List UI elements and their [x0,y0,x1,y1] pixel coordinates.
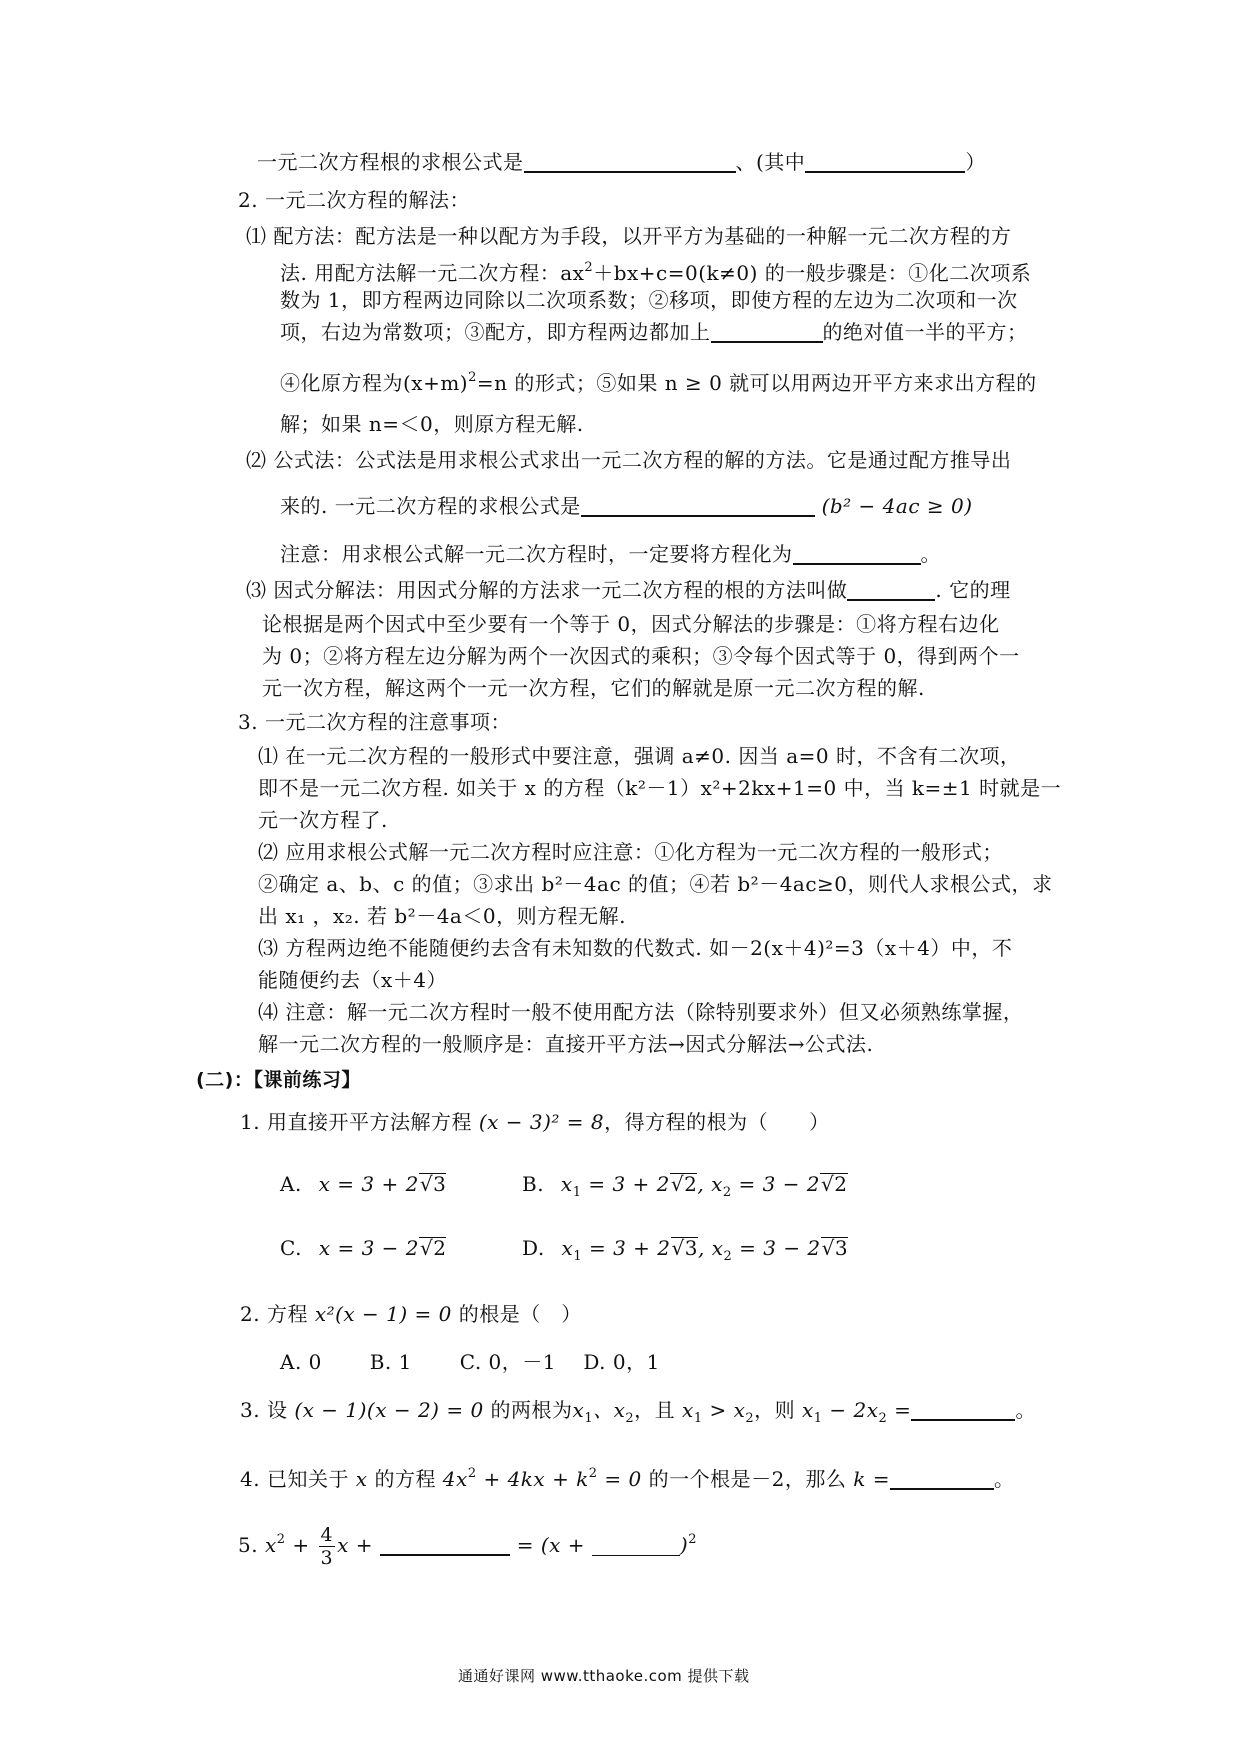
note-3-line-a: ⑶ 方程两边绝不能随便约去含有未知数的代数式. 如－2(x＋4)²=3（x＋4）中，不 [258,936,1013,960]
method-2-line-a: ⑵ 公式法：公式法是用求根公式求出一元二次方程的解的方法。它是通过配方推导出 [246,448,1012,472]
note-1-line-a: ⑴ 在一元二次方程的一般形式中要注意，强调 a≠0. 因当 a=0 时，不含有二次项， [258,744,1021,768]
text: 的根是（ ） [458,1302,582,1326]
option-a[interactable]: A. x = 3 + 2√3 [280,1172,447,1196]
answer-blank[interactable] [380,1534,510,1556]
method-2-line-c [280,540,941,568]
answer-blank[interactable] [890,1468,994,1490]
text: 2. 方程 [240,1302,308,1326]
question-4: 4. 已知关于 x 的方程 $4x^2 + 4kx + k^2 = 0$ 的一个根是－2，那么 k = 。 [240,1466,1015,1491]
discriminant-condition: (b² − 4ac ≥ 0) [821,494,973,518]
note-3-line-b: 能随便约去（x＋4） [258,968,448,992]
method-1-line-c: 数为 1，即方程两边同除以二次项系数；②移项，即使方程的左边为二次项和一次 [280,288,1018,312]
text: ⑶ 因式分解法：用因式分解的方法求一元二次方程的根的方法叫做 [246,578,848,602]
option-d[interactable]: D. $x_1 = 3 + 2√3$, $x_2 = 3 - 2√3$ [522,1236,849,1264]
method-name-blank[interactable] [847,579,935,601]
section-2-heading: 2. 一元二次方程的解法： [238,188,470,212]
text: 的绝对值一半的平方； [822,320,1028,344]
method-1-line-b: 法. 用配方法解一元二次方程：$ax^2+bx+c=0(k\ne 0)$ 的一般步骤是：①化二次项系 [280,260,1032,285]
method-3-line-c: 为 0；②将方程左边分解为两个一次因式的乘积；③令每个因式等于 0，得到两个一 [262,644,1020,668]
formula-label: 一元二次方程根的求根公式是 [257,150,524,174]
method-1-line-f: 解；如果 n=＜0，则原方程无解. [280,412,584,436]
text: 。 [1015,1398,1036,1422]
text: 1. 用直接开平方法解方程 [240,1110,472,1134]
question-2-options[interactable]: A. 0 B. 1 C. 0，－1 D. 0，1 [280,1350,660,1374]
text: ＋bx+c=0(k≠0) 的一般步骤是：①化二次项系 [593,261,1032,285]
note-2-line-b: ②确定 a、b、c 的值；③求出 b²－4ac 的值；④若 b²－4ac≥0，则代人求根公式，求 [258,872,1053,896]
question-5: 5. $x^2$ + $\frac{4}{3}$ x + = $(x + )^2$ [238,1524,697,1569]
formula-line [257,148,986,176]
page-footer: 通通好课网 www.tthaoke.com 提供下载 [458,1667,750,1685]
method-2-line-b [280,492,973,520]
text: 。 [920,542,941,566]
text: 来的. 一元二次方程的求根公式是 [280,494,581,518]
text: =n 的形式；⑤如果 n ≥ 0 就可以用两边开平方来求出方程的 [476,371,1037,395]
text: ④化原方程为(x+m) [280,371,469,395]
note-4-line-b: 解一元二次方程的一般顺序是：直接开平方法→因式分解法→公式法. [258,1032,874,1056]
section-3-heading: 3. 一元二次方程的注意事项： [238,710,511,734]
practice-section-heading: (二)：【课前练习】 [196,1069,361,1091]
option-c[interactable]: C. x = 3 − 2√2 [280,1236,447,1260]
method-3-line-a [246,576,1011,604]
equation: (x − 3)² = 8 [478,1110,605,1134]
formula-blank[interactable] [524,151,736,173]
text: 3. 设 [240,1398,288,1422]
note-1-line-b: 即不是一元二次方程. 如关于 x 的方程（k²－1）x²+2kx+1=0 中，当 k=±1 时就是一 [258,776,1062,800]
option-label: D. [522,1236,545,1260]
where-blank[interactable] [805,151,965,173]
text: ，得方程的根为（ ） [604,1110,830,1134]
question-1 [240,1108,830,1136]
equation: x²(x − 1) = 0 [314,1302,452,1326]
note-1-line-c: 元一次方程了. [258,808,388,832]
text: 的方程 [374,1467,436,1491]
option-label: A. [280,1172,302,1196]
text: 的两根为 [490,1398,573,1422]
equation: (x − 1)(x − 2) = 0 [294,1398,484,1422]
formula-where: 、(其中 [735,150,806,174]
answer-blank[interactable] [911,1399,1015,1421]
text: 法. 用配方法解一元二次方程：ax [280,261,585,285]
text: 5. [238,1533,259,1557]
text: 4. 已知关于 [240,1467,349,1491]
text: 注意：用求根公式解一元二次方程时，一定要将方程化为 [280,542,793,566]
text: 的一个根是－2，那么 [648,1467,847,1491]
option-b[interactable]: B. $x_1 = 3 + 2√2$, $x_2 = 3 - 2√2$ [522,1172,848,1200]
question-3: 3. 设 (x − 1)(x − 2) = 0 的两根为$x_1$、$x_2$，且 $x_1 > x_2$，则 $x_1 - 2x_2$ = 。 [240,1398,1036,1426]
text: 项，右边为常数项；③配方，即方程两边都加上 [280,320,711,344]
text: . 它的理 [935,578,1011,602]
method-3-line-d: 元一次方程，解这两个一元一次方程，它们的解就是原一元二次方程的解. [262,676,925,700]
answer-blank-2[interactable] [592,1535,680,1556]
note-2-line-a: ⑵ 应用求根公式解一元二次方程时应注意：①化方程为一元二次方程的一般形式； [258,840,1003,864]
formula-close: ） [965,150,986,174]
text: 。 [993,1467,1015,1491]
method-1-line-d [280,318,1028,346]
question-2 [240,1300,582,1328]
method-1-line-e: ④化原方程为$(x+m)^2=n$ 的形式；⑤如果 n ≥ 0 就可以用两边开平方来求出方程的 [280,370,1037,395]
method-3-line-b: 论根据是两个因式中至少要有一个等于 0，因式分解法的步骤是：①将方程右边化 [262,612,1000,636]
option-label: C. [280,1236,302,1260]
option-label: B. [522,1172,545,1196]
general-form-blank[interactable] [793,543,921,565]
half-coef-blank[interactable] [711,321,823,343]
method-1-line-a: ⑴ 配方法：配方法是一种以配方为手段，以开平方为基础的一种解一元二次方程的方 [246,224,1012,248]
root-formula-blank[interactable] [581,495,815,517]
note-2-line-c: 出 x₁ ，x₂. 若 b²－4a＜0，则方程无解. [258,904,626,928]
note-4-line-a: ⑷ 注意：解一元二次方程时一般不使用配方法（除特别要求外）但又必须熟练掌握， [258,1000,1024,1024]
